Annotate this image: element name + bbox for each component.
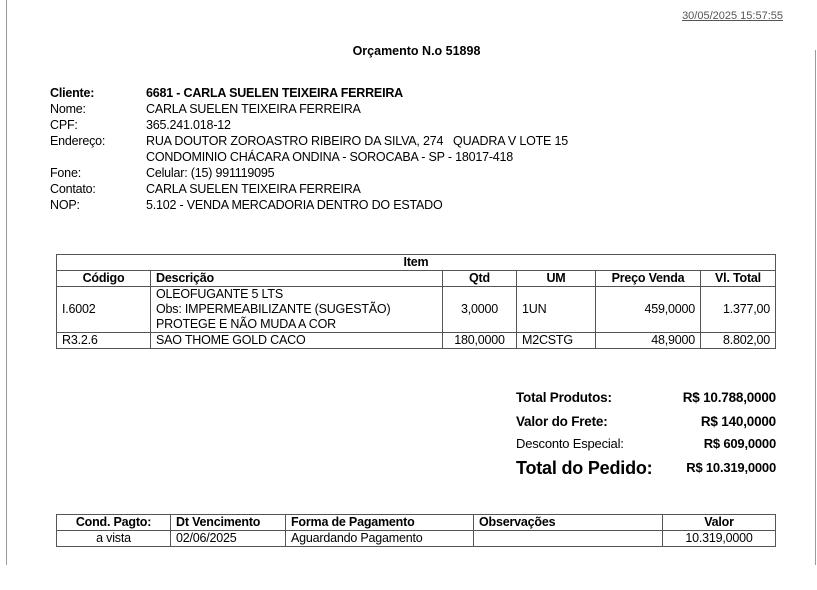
item-description: OLEOFUGANTE 5 LTS Obs: IMPERMEABILIZANTE (SUGESTÃO) PROTEGE E NÃO MUDA A COR	[151, 287, 443, 333]
items-header: Código Descrição Qtd UM Preço Venda Vl. Total	[57, 271, 776, 287]
desconto-especial: Desconto Especial: R$ 609,0000	[516, 436, 776, 451]
page-title: Orçamento N.o 51898	[352, 44, 481, 58]
timestamp: 30/05/2025 15:57:55	[682, 10, 783, 22]
payment-table	[56, 514, 776, 547]
table-row: I.6002 OLEOFUGANTE 5 LTS Obs: IMPERMEABILIZANTE (SUGESTÃO) PROTEGE E NÃO MUDA A COR 3,0000 1UN 459,0000 1.377,00	[57, 287, 776, 333]
contact-row: Contato: CARLA SUELEN TEIXEIRA FERREIRA	[50, 182, 361, 196]
page-border-left	[6, 0, 7, 565]
name-row: Nome: CARLA SUELEN TEIXEIRA FERREIRA	[50, 102, 361, 116]
items-caption: Item	[57, 255, 776, 271]
phone-row: Fone: Celular: (15) 991119095	[50, 166, 275, 180]
payment-header: Cond. Pagto: Dt Vencimento Forma de Pagamento Observações Valor	[57, 515, 776, 531]
nop-row: NOP: 5.102 - VENDA MERCADORIA DENTRO DO ESTADO	[50, 198, 443, 212]
address-row: Endereço: RUA DOUTOR ZOROASTRO RIBEIRO DA SILVA, 274 QUADRA V LOTE 15	[50, 134, 568, 148]
total-produtos: Total Produtos: R$ 10.788,0000	[516, 390, 776, 405]
cpf-row: CPF: 365.241.018-12	[50, 118, 231, 132]
total-pedido: Total do Pedido: R$ 10.319,0000	[516, 458, 776, 478]
client-info	[50, 85, 568, 213]
table-row: R3.2.6 SAO THOME GOLD CACO 180,0000 M2CSTG 48,9000 8.802,00	[57, 333, 776, 349]
valor-frete: Valor do Frete: R$ 140,0000	[516, 414, 776, 429]
page-border-right	[815, 50, 816, 565]
client-row: Cliente: 6681 - CARLA SUELEN TEIXEIRA FERREIRA	[50, 86, 403, 100]
address-row-2: CONDOMINIO CHÁCARA ONDINA - SOROCABA - SP - 18017-418	[146, 150, 514, 164]
items-table	[56, 254, 776, 349]
table-row: a vista 02/06/2025 Aguardando Pagamento 10.319,0000	[57, 531, 776, 547]
